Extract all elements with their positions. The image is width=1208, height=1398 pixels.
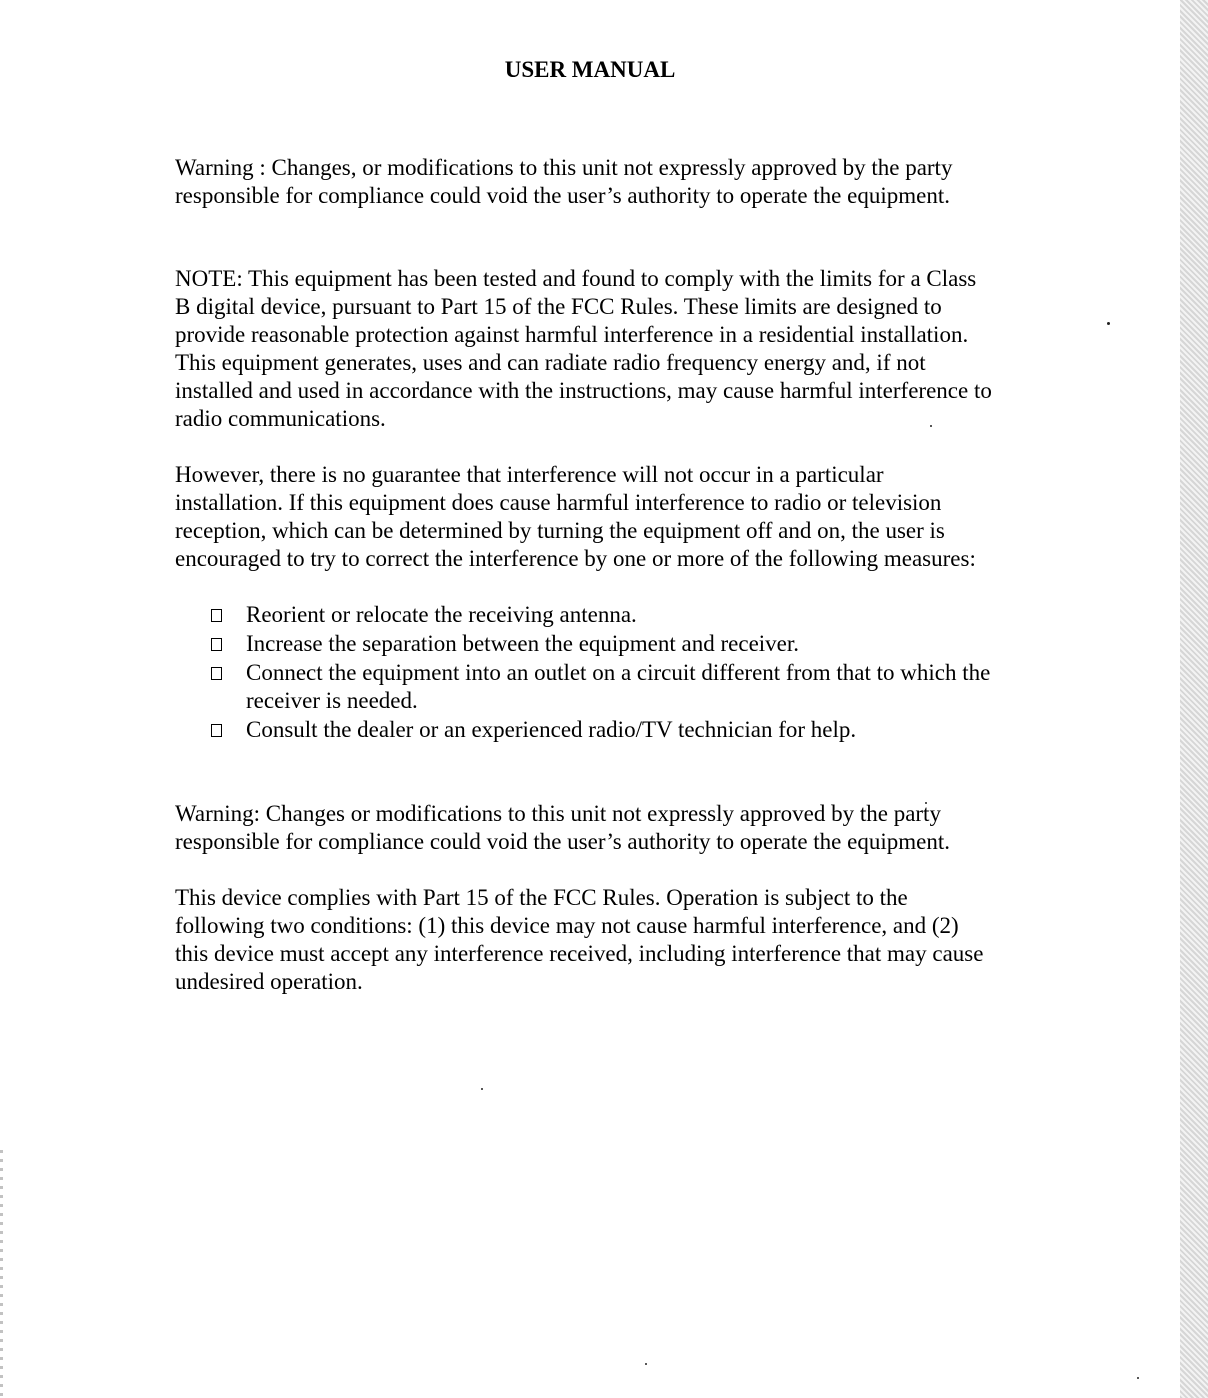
list-item-text: Connect the equipment into an outlet on a circuit different from that to which the receiver is needed. [246, 660, 991, 713]
spacer [175, 573, 1015, 601]
scan-left-edge [0, 1150, 3, 1398]
spacer [175, 856, 1015, 884]
list-item-text: Reorient or relocate the receiving antenna. [246, 602, 637, 627]
checkbox-bullet-icon [211, 667, 222, 680]
note-paragraph: NOTE: This equipment has been tested and found to comply with the limits for a Class B digital device, pursuant to Part 15 of the FCC Rules. These limits are designed to provide reasonable protection against harmful interference in a residential installation. This equipment generates, uses and can radiate radio frequency energy and, if not installed and used in accordance with the instructions, may cause harmful interference to radio communications. [175, 266, 992, 431]
compliance-paragraph: This device complies with Part 15 of the FCC Rules. Operation is subject to the following two conditions: (1) this device may not cause harmful interference, and (2) this device must accept any interference received, including interference that may cause undesired operation. [175, 885, 984, 994]
list-item [211, 716, 1015, 744]
however-paragraph: However, there is no guarantee that interference will not occur in a particular installation. If this equipment does cause harmful interference to radio or television reception, which can be determined by turning the equipment off and on, the user is encouraged to try to correct the interference by one or more of the following measures: [175, 462, 976, 571]
spacer [175, 433, 1015, 461]
measures-list [211, 601, 1015, 744]
scan-speck [481, 1088, 483, 1090]
document-body [175, 56, 1015, 996]
list-item [211, 659, 1015, 715]
checkbox-bullet-icon [211, 609, 222, 622]
checkbox-bullet-icon [211, 724, 222, 737]
scan-edge-shadow [1180, 0, 1208, 1398]
spacer [175, 210, 1015, 265]
list-item [211, 601, 1015, 629]
list-item-text: Consult the dealer or an experienced radio/TV technician for help. [246, 717, 857, 742]
warning-paragraph-2: Warning: Changes or modifications to this unit not expressly approved by the party responsible for compliance could void the user’s authority to operate the equipment. [175, 801, 950, 854]
warning-paragraph-1: Warning : Changes, or modifications to this unit not expressly approved by the party responsible for compliance could void the user’s authority to operate the equipment. [175, 155, 953, 208]
scan-speck [645, 1363, 647, 1365]
spacer [175, 745, 1015, 800]
list-item [211, 630, 1015, 658]
list-item-text: Increase the separation between the equipment and receiver. [246, 631, 800, 656]
scan-speck [1137, 1377, 1139, 1379]
checkbox-bullet-icon [211, 638, 222, 651]
page-title: USER MANUAL [504, 57, 676, 82]
scan-speck [1107, 322, 1110, 325]
